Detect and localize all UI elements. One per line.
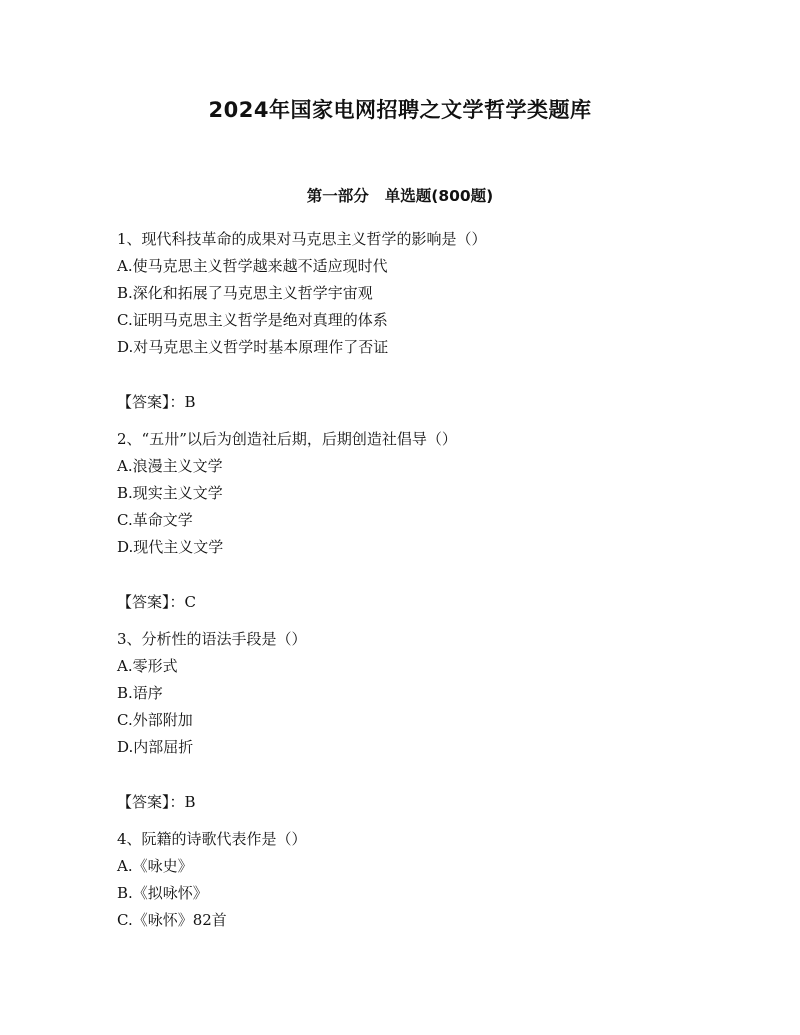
option-c: C.革命文学 xyxy=(117,511,193,529)
option-a: A.《咏史》 xyxy=(117,857,193,875)
answer: 【答案】：C xyxy=(117,593,196,611)
option-a: A.使马克思主义哲学越来越不适应现时代 xyxy=(117,257,388,275)
option-d: D.现代主义文学 xyxy=(117,538,224,556)
option-b: B.《拟咏怀》 xyxy=(117,884,208,902)
section-part: 第一部分 xyxy=(306,187,369,205)
question-stem: 4、阮籍的诗歌代表作是（） xyxy=(117,830,307,848)
option-a: A.零形式 xyxy=(117,657,178,675)
question-2 xyxy=(117,426,737,616)
answer: 【答案】：B xyxy=(117,393,196,411)
question-3 xyxy=(117,626,737,816)
document-title: 2024年国家电网招聘之文学哲学类题库 xyxy=(208,98,592,122)
option-b: B.深化和拓展了马克思主义哲学宇宙观 xyxy=(117,284,373,302)
question-list xyxy=(117,226,737,934)
option-c: C.外部附加 xyxy=(117,711,193,729)
option-b: B.语序 xyxy=(117,684,163,702)
question-4 xyxy=(117,826,737,934)
question-1 xyxy=(117,226,737,416)
option-a: A.浪漫主义文学 xyxy=(117,457,223,475)
answer: 【答案】：B xyxy=(117,793,196,811)
option-c: C.证明马克思主义哲学是绝对真理的体系 xyxy=(117,311,388,329)
question-stem: 2、“五卅”以后为创造社后期，后期创造社倡导（） xyxy=(117,430,457,448)
option-b: B.现实主义文学 xyxy=(117,484,223,502)
question-stem: 3、分析性的语法手段是（） xyxy=(117,630,307,648)
option-c: C.《咏怀》82首 xyxy=(117,911,227,929)
section-heading xyxy=(0,184,800,206)
question-stem: 1、现代科技革命的成果对马克思主义哲学的影响是（） xyxy=(117,230,487,248)
option-d: D.内部屈折 xyxy=(117,738,194,756)
section-name: 单选题(800题) xyxy=(384,187,494,205)
option-d: D.对马克思主义哲学时基本原理作了否证 xyxy=(117,338,389,356)
